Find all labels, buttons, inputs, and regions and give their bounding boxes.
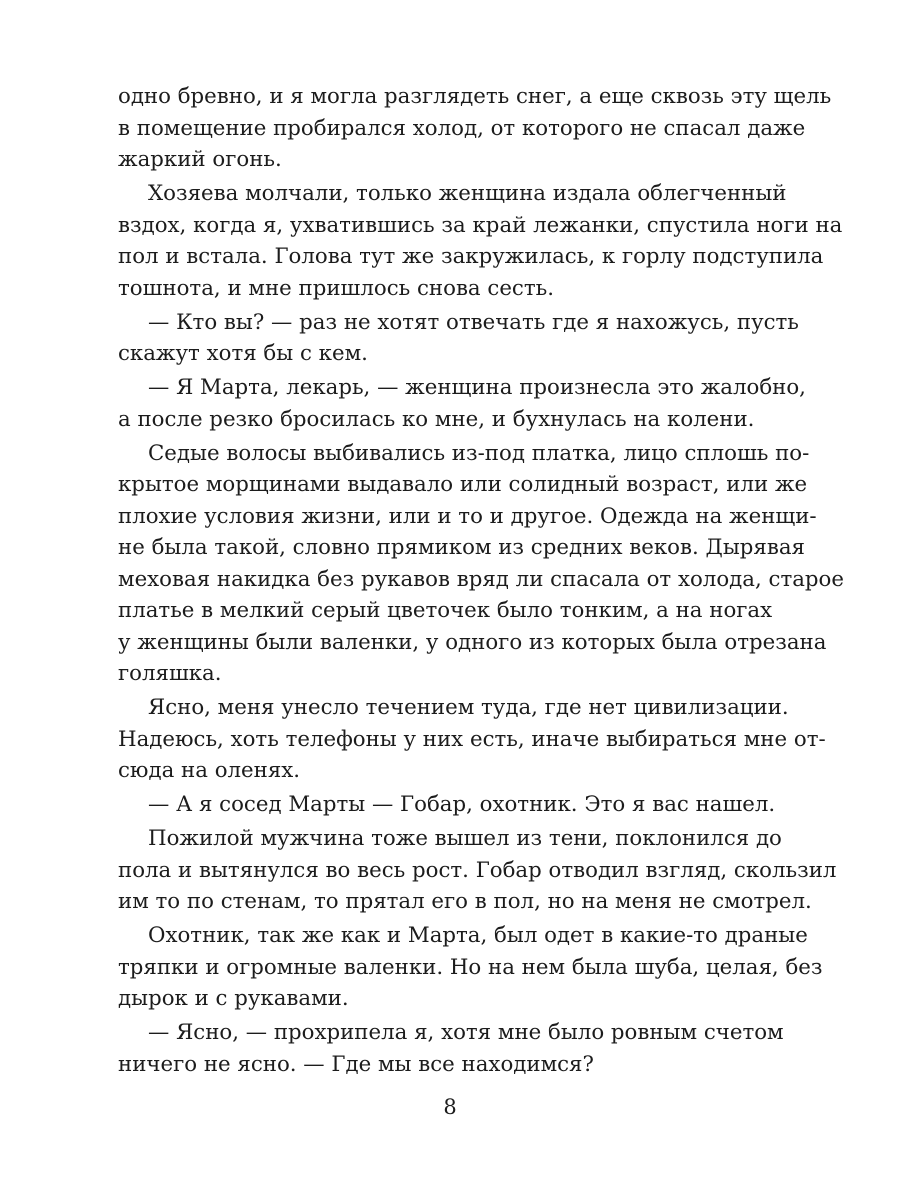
paragraph [118, 789, 776, 821]
text-line: им то по стенам, то прятал его в пол, но на меня не смотрел. [118, 889, 812, 914]
paragraph [118, 81, 832, 176]
paragraph [118, 307, 799, 370]
paragraph [118, 372, 806, 435]
text-line: — Кто вы? — раз не хотят отвечать где я нахожусь, пусть [148, 309, 799, 335]
text-line: тошнота, и мне пришлось снова сесть. [118, 275, 555, 301]
text-line: — Ясно, — прохрипела я, хотя мне было ровным счетом [148, 1020, 784, 1045]
text-line: а после резко бросилась ко мне, и бухнулась на колени. [118, 406, 755, 432]
text-line: ничего не ясно. — Где мы все находимся? [118, 1051, 594, 1077]
text-line: платье в мелкий серый цветочек было тонким, а на ногах [118, 598, 773, 623]
text-line: у женщины были валенки, у одного из которых была отрезана [118, 629, 827, 655]
text-line: Надеюсь, хоть телефоны у них есть, иначе выбираться мне от- [118, 726, 826, 752]
text-line: дырок и с рукавами. [118, 986, 349, 1011]
paragraph [118, 920, 823, 1015]
text-line: вздох, когда я, ухватившись за край лежанки, спустила ноги на [118, 212, 843, 238]
paragraph [118, 178, 843, 304]
text-line: — А я сосед Марты — Гобар, охотник. Это я вас нашел. [148, 792, 776, 817]
text-line: Седые волосы выбивались из-под платка, лицо сплошь по- [148, 440, 810, 466]
text-line: сюда на оленях. [118, 758, 301, 783]
text-line: Пожилой мужчина тоже вышел из тени, поклонился до [148, 826, 782, 851]
paragraph [118, 438, 844, 690]
text-line: — Я Марта, лекарь, — женщина произнесла это жалобно, [148, 375, 806, 400]
text-line: не была такой, словно прямиком из средних веков. Дырявая [118, 535, 805, 560]
paragraph [118, 823, 837, 918]
text-line: тряпки и огромные валенки. Но на нем была шуба, целая, без [118, 954, 823, 980]
text-line: одно бревно, и я могла разглядеть снег, а еще сквозь эту щель [118, 84, 832, 109]
text-line: пол и встала. Голова тут же закружилась, к горлу подступила [118, 244, 824, 269]
text-line: в помещение пробирался холод, от которого не спасал даже [118, 115, 806, 141]
text-line: пола и вытянулся во весь рост. Гобар отводил взгляд, скользил [118, 857, 837, 883]
page-number: 8 [443, 1095, 457, 1119]
text-line: Хозяева молчали, только женщина издала облегченный [148, 181, 787, 206]
text-line: Охотник, так же как и Марта, был одет в какие-то драные [148, 923, 808, 948]
text-line: Ясно, меня унесло течением туда, где нет цивилизации. [148, 695, 789, 720]
paragraph [118, 1017, 784, 1080]
text-line: жаркий огонь. [118, 147, 282, 172]
paragraph [118, 692, 826, 787]
text-line: скажут хотя бы с кем. [118, 341, 368, 366]
body-text [118, 81, 844, 1080]
text-line: плохие условия жизни, или и то и другое. Одежда на женщи- [118, 503, 817, 529]
text-line: меховая накидка без рукавов вряд ли спасала от холода, старое [118, 566, 844, 592]
text-line: крытое морщинами выдавало или солидный возраст, или же [118, 472, 808, 497]
text-line: голяшка. [118, 661, 222, 686]
